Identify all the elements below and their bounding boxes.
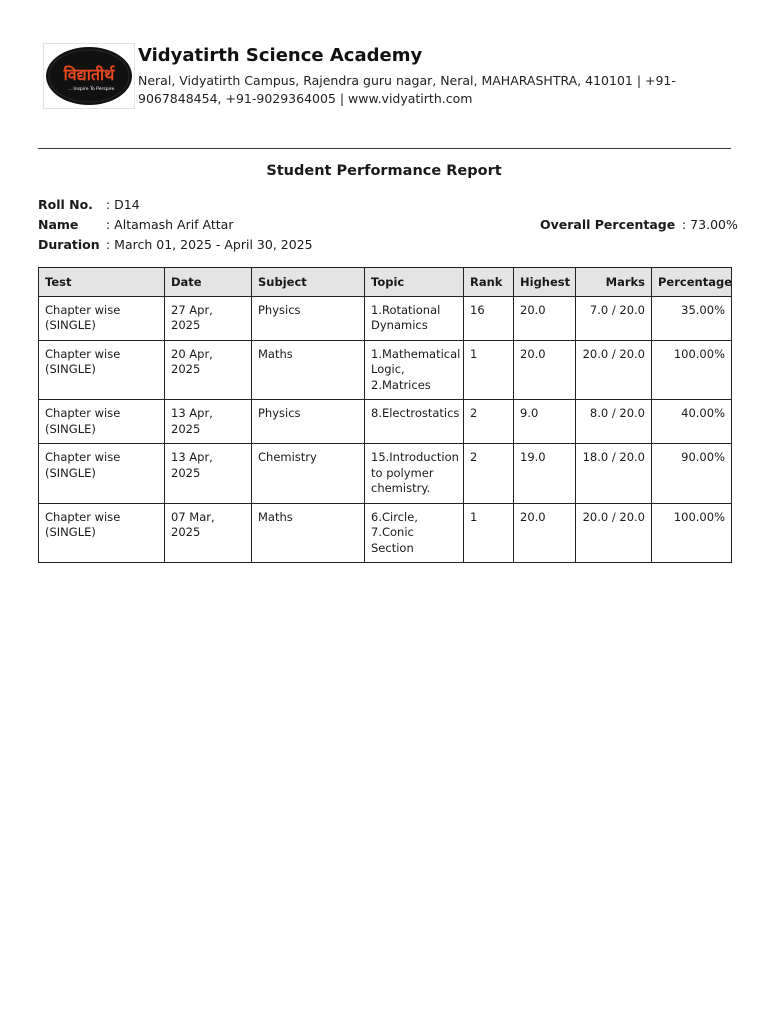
overall-label: Overall Percentage — [540, 217, 676, 232]
col-header-highest: Highest — [514, 268, 576, 297]
logo-emblem — [45, 45, 133, 107]
cell-date: 20 Apr, 2025 — [165, 340, 252, 400]
cell-percentage: 90.00% — [652, 444, 732, 504]
table-row — [39, 296, 732, 340]
cell-date: 13 Apr, 2025 — [165, 444, 252, 504]
header-divider — [38, 148, 731, 149]
roll-label: Roll No. — [38, 197, 93, 212]
report-title: Student Performance Report — [266, 163, 502, 179]
roll-value: : D14 — [106, 197, 140, 212]
cell-test: Chapter wise (SINGLE) — [39, 296, 165, 340]
cell-highest: 9.0 — [514, 400, 576, 444]
col-header-test: Test — [39, 268, 165, 297]
duration-value: : March 01, 2025 - April 30, 2025 — [106, 237, 313, 252]
col-header-percentage: Percentage — [652, 268, 732, 297]
student-info — [38, 195, 313, 255]
col-header-marks: Marks — [576, 268, 652, 297]
overall-value: : 73.00% — [682, 217, 738, 232]
cell-test: Chapter wise (SINGLE) — [39, 503, 165, 563]
cell-subject: Physics — [252, 296, 365, 340]
cell-percentage: 35.00% — [652, 296, 732, 340]
duration-row — [38, 235, 313, 255]
table-row — [39, 340, 732, 400]
cell-rank: 16 — [464, 296, 514, 340]
table-row — [39, 503, 732, 563]
school-address: Neral, Vidyatirth Campus, Rajendra guru nagar, Neral, MAHARASHTRA, 410101 | +91-9067848454, +91-9029364005 | www.vidyatirth.com — [138, 73, 676, 106]
col-header-rank: Rank — [464, 268, 514, 297]
cell-rank: 1 — [464, 340, 514, 400]
name-label: Name — [38, 217, 79, 232]
overall-percentage — [540, 215, 738, 235]
cell-marks: 7.0 / 20.0 — [576, 296, 652, 340]
roll-row — [38, 195, 313, 215]
cell-highest: 20.0 — [514, 340, 576, 400]
duration-label: Duration — [38, 237, 100, 252]
cell-test: Chapter wise (SINGLE) — [39, 444, 165, 504]
academy-logo — [43, 43, 135, 109]
table-header-row — [39, 268, 732, 297]
name-row — [38, 215, 313, 235]
cell-test: Chapter wise (SINGLE) — [39, 340, 165, 400]
cell-highest: 20.0 — [514, 296, 576, 340]
cell-date: 27 Apr, 2025 — [165, 296, 252, 340]
cell-highest: 20.0 — [514, 503, 576, 563]
cell-topic: 6.Circle, 7.Conic Section — [365, 503, 464, 563]
cell-rank: 2 — [464, 400, 514, 444]
cell-topic: 1.Rotational Dynamics — [365, 296, 464, 340]
cell-marks: 18.0 / 20.0 — [576, 444, 652, 504]
cell-rank: 1 — [464, 503, 514, 563]
col-header-date: Date — [165, 268, 252, 297]
table-row — [39, 444, 732, 504]
cell-percentage: 40.00% — [652, 400, 732, 444]
col-header-topic: Topic — [365, 268, 464, 297]
logo-tagline: ... Inspire To Perspire — [67, 87, 115, 92]
cell-percentage: 100.00% — [652, 503, 732, 563]
cell-percentage: 100.00% — [652, 340, 732, 400]
cell-test: Chapter wise (SINGLE) — [39, 400, 165, 444]
cell-subject: Chemistry — [252, 444, 365, 504]
cell-subject: Physics — [252, 400, 365, 444]
cell-marks: 20.0 / 20.0 — [576, 503, 652, 563]
cell-topic: 8.Electrostatics — [365, 400, 464, 444]
logo-wordmark: विद्यातीर्थ — [63, 65, 115, 84]
table-row — [39, 400, 732, 444]
cell-topic: 1.Mathematical Logic, 2.Matrices — [365, 340, 464, 400]
cell-subject: Maths — [252, 503, 365, 563]
performance-table — [38, 267, 732, 563]
cell-date: 13 Apr, 2025 — [165, 400, 252, 444]
cell-date: 07 Mar, 2025 — [165, 503, 252, 563]
cell-subject: Maths — [252, 340, 365, 400]
cell-highest: 19.0 — [514, 444, 576, 504]
col-header-subject: Subject — [252, 268, 365, 297]
cell-marks: 20.0 / 20.0 — [576, 340, 652, 400]
school-name: Vidyatirth Science Academy — [138, 45, 423, 66]
cell-topic: 15.Introduction to polymer chemistry. — [365, 444, 464, 504]
name-value: : Altamash Arif Attar — [106, 217, 234, 232]
cell-marks: 8.0 / 20.0 — [576, 400, 652, 444]
cell-rank: 2 — [464, 444, 514, 504]
